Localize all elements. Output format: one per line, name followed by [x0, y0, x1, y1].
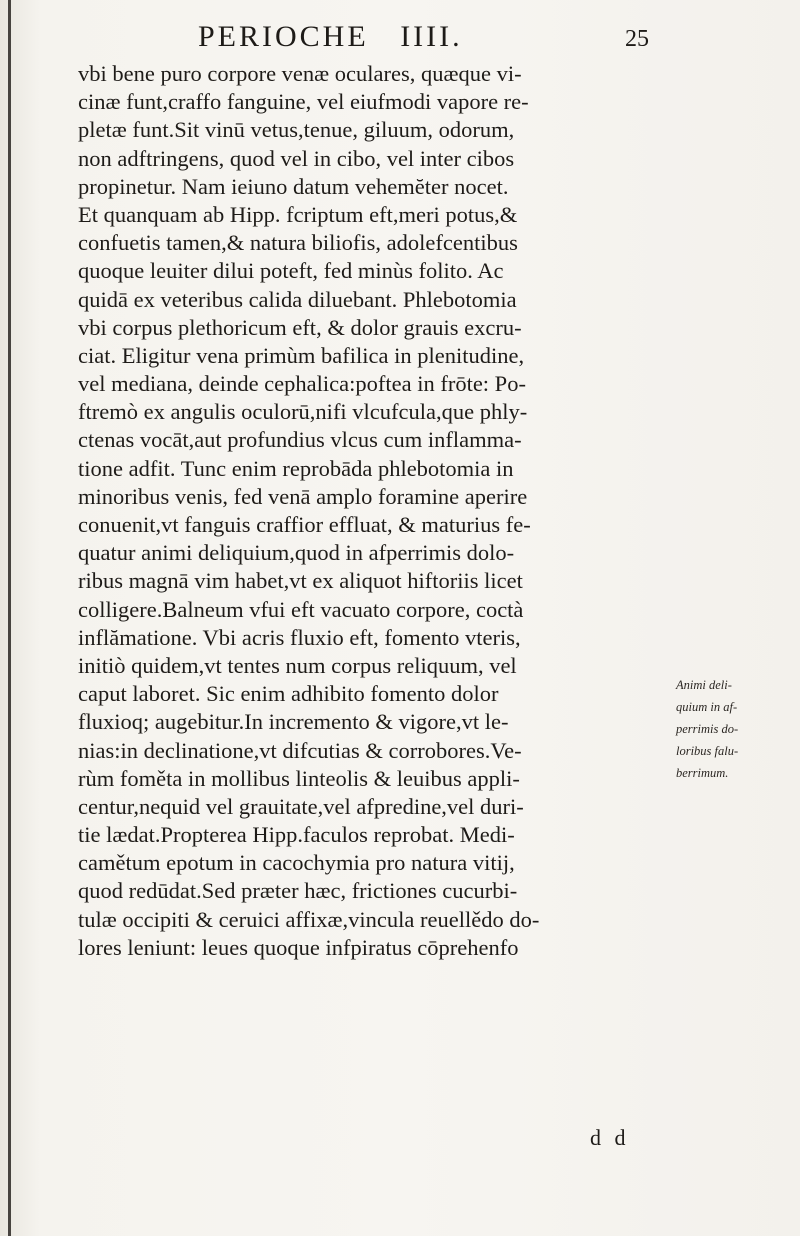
text-line: camětum epotum in cacochymia pro natura vitij,: [78, 850, 515, 876]
text-line: ribus magnā vim habet,vt ex aliquot hiftoriis licet: [78, 568, 523, 594]
text-line: lores leniunt: leues quoque infpiratus cōprehenfo: [78, 934, 519, 960]
text-line: vel mediana, deinde cephalica:poftea in frōte: Po-: [78, 371, 526, 397]
text-line: quoque leuiter dilui poteft, fed minùs folito. Ac: [78, 258, 504, 284]
margin-note-line: berrimum.: [676, 766, 729, 780]
text-line: inflămatione. Vbi acris fluxio eft, fomento vteris,: [78, 624, 521, 650]
text-line: vbi bene puro corpore venæ oculares, quæque vi-: [78, 61, 522, 86]
text-line: ctenas vocāt,aut profundius vlcus cum inflamma-: [78, 427, 522, 453]
text-line: centur,nequid vel grauitate,vel afpredine,vel duri-: [78, 793, 524, 819]
signature-mark: d d: [590, 1125, 630, 1150]
text-line: initiò quidem,vt tentes num corpus reliquum, vel: [78, 652, 517, 678]
text-line: nias:in declinatione,vt difcutias & corrobores.Ve-: [78, 737, 522, 763]
text-line: ciat. Eligitur vena primùm bafilica in plenitudine,: [78, 342, 525, 368]
text-line: fluxioq; augebitur.In incremento & vigore,vt le-: [78, 709, 509, 735]
text-line: quidā ex veteribus calida diluebant. Phlebotomia: [78, 286, 517, 312]
text-line: tie lædat.Propterea Hipp.faculos reprobat. Medi-: [78, 822, 515, 848]
page-number: 25: [625, 26, 649, 52]
text-line: confuetis tamen,& natura biliofis, adolefcentibus: [78, 230, 518, 256]
running-title-word: PERIOCHE: [198, 20, 369, 53]
section-number: IIII.: [400, 20, 463, 53]
margin-note-line: quium in af-: [676, 700, 738, 714]
margin-note-line: perrimis do-: [676, 722, 739, 736]
text-line: rùm foměta in mollibus linteolis & leuibus appli-: [78, 765, 520, 791]
text-line: quod redūdat.Sed præter hæc, frictiones cucurbi-: [78, 878, 518, 904]
running-title: [198, 20, 463, 54]
text-line: vbi corpus plethoricum eft, & dolor grauis excru-: [78, 314, 522, 340]
margin-note-line: Animi deli-: [676, 678, 732, 692]
binding-gutter-line: [8, 0, 11, 1236]
text-line: tione adfit. Tunc enim reprobāda phlebotomia in: [78, 455, 514, 481]
margin-note-line: loribus falu-: [676, 744, 739, 758]
text-line: caput laboret. Sic enim adhibito fomento dolor: [78, 681, 499, 707]
margin-note: [676, 674, 800, 784]
text-line: colligere.Balneum vfui eft vacuato corpore, coctà: [78, 596, 524, 622]
text-line: ftremò ex angulis oculorū,nifi vlcufcula,que phly-: [78, 399, 528, 425]
text-line: quatur animi deliquium,quod in afperrimis dolo-: [78, 540, 515, 566]
text-line: cinæ funt,craffo fanguine, vel eiufmodi vapore re-: [78, 89, 529, 115]
body-text: [78, 60, 668, 962]
text-line: tulæ occipiti & ceruici affixæ,vincula reuellědo do-: [78, 906, 540, 932]
text-line: conuenit,vt fanguis craffior effluat, & maturius fe-: [78, 512, 531, 537]
text-line: Et quanquam ab Hipp. fcriptum eft,meri potus,&: [78, 201, 518, 227]
text-line: minoribus venis, fed venā amplo foramine aperire: [78, 483, 528, 509]
text-line: pletæ funt.Sit vinū vetus,tenue, giluum, odorum,: [78, 117, 515, 143]
text-line: propinetur. Nam ieiuno datum vehemĕter nocet.: [78, 173, 509, 199]
text-line: non adftringens, quod vel in cibo, vel inter cibos: [78, 145, 515, 171]
page-header: [0, 20, 800, 64]
